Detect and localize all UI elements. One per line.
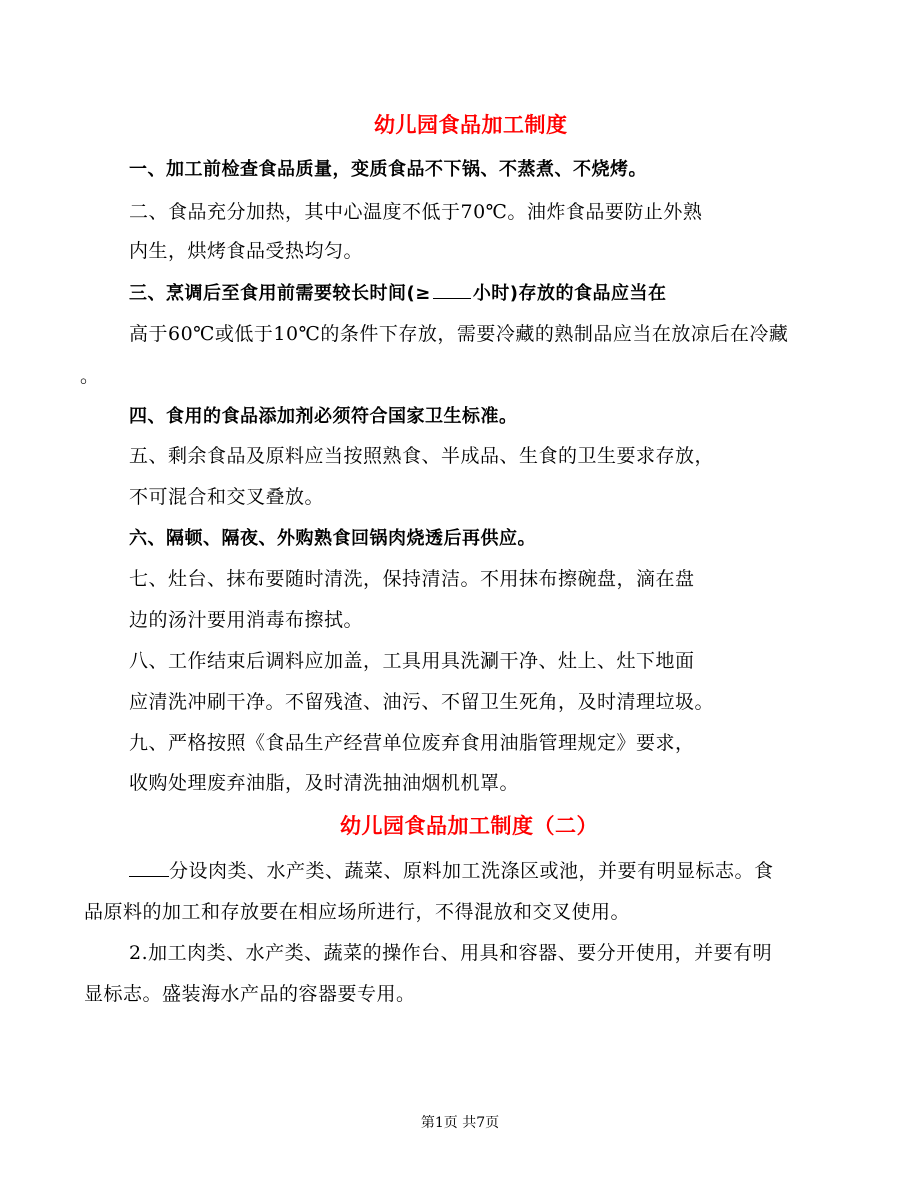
rule-3-line-1 <box>129 282 667 306</box>
rule-8-line-1: 八、工作结束后调料应加盖，工具用具洗涮干净、灶上、灶下地面 <box>129 650 695 672</box>
rule-9-line-1: 九、严格按照《食品生产经营单位废弃食用油脂管理规定》要求， <box>129 732 695 754</box>
page-number: 第1页 共7页 <box>420 1115 500 1131</box>
rule-6: 六、隔顿、隔夜、外购熟食回锅肉烧透后再供应。 <box>129 528 536 549</box>
rule-1: 一、加工前检查食品质量，变质食品不下锅、不蒸煮、不烧烤。 <box>129 159 647 180</box>
rule-5-line-1: 五、剩余食品及原料应当按照熟食、半成品、生食的卫生要求存放， <box>129 445 715 467</box>
rule-3-text-after-blank: 小时)存放的食品应当在 <box>472 283 667 304</box>
rule-2-line-2: 内生，烘烤食品受热均匀。 <box>129 240 364 262</box>
section-2-item-1-line-1 <box>129 859 774 883</box>
rule-5-line-2: 不可混合和交叉叠放。 <box>129 486 325 508</box>
section-2-item-1-text: 分设肉类、水产类、蔬菜、原料加工洗涤区或池，并要有明显标志。食 <box>169 860 774 882</box>
fill-in-blank <box>433 282 471 299</box>
section-2-title: 幼儿园食品加工制度（二） <box>340 814 598 838</box>
section-2-item-2-line-1: 2.加工肉类、水产类、蔬菜的操作台、用具和容器、要分开使用，并要有明 <box>129 942 773 964</box>
rule-2-line-1: 二、食品充分加热，其中心温度不低于70℃。油炸食品要防止外熟 <box>129 201 703 223</box>
rule-9-line-2: 收购处理废弃油脂，及时清洗抽油烟机机罩。 <box>129 772 520 794</box>
rule-7-line-2: 边的汤汁要用消毒布擦拭。 <box>129 609 364 631</box>
fill-in-blank <box>129 860 169 877</box>
rule-4: 四、食用的食品添加剂必须符合国家卫生标准。 <box>129 406 518 427</box>
rule-3-line-3: 。 <box>80 365 100 387</box>
rule-8-line-2: 应清洗冲刷干净。不留残渣、油污、不留卫生死角，及时清理垃圾。 <box>129 691 715 713</box>
document-title: 幼儿园食品加工制度 <box>374 113 568 137</box>
rule-3-line-2: 高于60℃或低于10℃的条件下存放，需要冷藏的熟制品应当在放凉后在冷藏 <box>129 323 789 345</box>
section-2-item-1-line-2: 品原料的加工和存放要在相应场所进行，不得混放和交叉使用。 <box>84 901 631 923</box>
rule-7-line-1: 七、灶台、抹布要随时清洗，保持清洁。不用抹布擦碗盘，滴在盘 <box>129 568 695 590</box>
section-2-item-2-line-2: 显标志。盛装海水产品的容器要专用。 <box>84 983 416 1005</box>
rule-3-text-before-blank: 三、烹调后至食用前需要较长时间(≥ <box>129 283 431 304</box>
